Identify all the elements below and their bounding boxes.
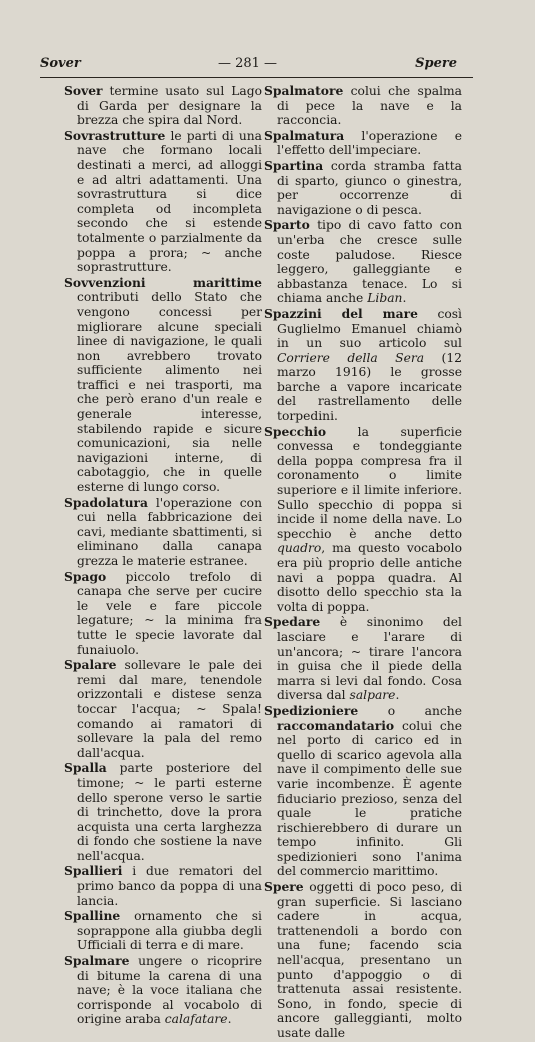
dictionary-entry: [264, 425, 462, 615]
entry-headword: Spere: [264, 879, 304, 895]
dictionary-entry: [64, 276, 262, 495]
entry-headword: Spazzini del mare: [264, 305, 418, 321]
entry-italic-term: salpare: [349, 688, 396, 703]
entry-text: ornamento che si soprappone alla giubba degli Ufficiali di terra e di mare.: [77, 909, 262, 953]
entry-text: termine usato sul Lago di Garda per designare la brezza che spira dal Nord.: [77, 84, 262, 128]
dictionary-entry: [64, 129, 262, 275]
entry-headword: Spedizioniere: [264, 702, 359, 718]
entry-headword: Spallieri: [64, 863, 123, 879]
entry-text-tail: .: [227, 1012, 232, 1027]
entry-text: colui che nel porto di carico ed in quello di scarico agevola alla nave il compimento delle sue varie incombenze. È agente fiduciario prezioso, senza del quale le pratiche rischierebbero di durare un tempo infinito. Gli spedizionieri sono l'anima del commercio marittimo.: [277, 718, 462, 879]
entry-text: tipo di cavo fatto con un'erba che cresce sulle coste paludose. Riesce leggero, galleggiante e abbastanza tenace. Lo si chiama anche: [277, 218, 462, 306]
dictionary-entry: [64, 658, 262, 760]
entry-text-tail: (12 marzo 1916) le grosse barche a vapore incaricate del rastrellamento delle torpedini.: [277, 350, 462, 424]
dictionary-entry: [264, 704, 462, 879]
entry-headword: Specchio: [264, 423, 327, 439]
dictionary-entry: [264, 159, 462, 217]
entry-text-tail: , ma questo vocabolo era più proprio delle antiche navi a poppa quadra. Al disotto dello specchio sta la volta di poppa.: [277, 541, 462, 614]
right-column: [264, 84, 462, 1042]
entry-text-tail: .: [395, 688, 400, 703]
entry-text: piccolo trefolo di canapa che serve per cucire le vele e fare piccole legature; ~ la minima fra tutte le specie lavorate dal funaiuolo.: [77, 569, 262, 657]
header-right-word: Spere: [415, 56, 457, 71]
entry-text: sollevare le pale dei remi dal mare, tenendole orizzontali e distese senza toccar l'acqua; ~ Spala! comando ai ramatori di sollevare la pala del remo dall'acqua.: [77, 658, 262, 760]
entry-headword-alt: raccomandatario: [277, 717, 395, 733]
entry-text: i due rematori del primo banco da poppa di una lancia.: [77, 864, 262, 908]
entry-text: corda stramba fatta di sparto, giunco o ginestra, per occorrenze di navigazione o di pesca.: [277, 158, 462, 217]
entry-text: così Guglielmo Emanuel chiamò in un suo articolo sul: [277, 306, 462, 351]
entry-headword: Sovrastrutture: [64, 127, 166, 143]
entry-headword: Spalla: [64, 760, 107, 776]
entry-headword: Spadolatura: [64, 494, 148, 510]
dictionary-entry: [64, 496, 262, 569]
entry-headword: Spartina: [264, 157, 324, 173]
entry-text: oggetti di poco peso, di gran superficie. Si lasciano cadere in acqua, trattenendoli a bordo con una fune; facendo scia nell'acqua, presentano un punto d'appoggio o di trattenuta assai resistente. Sono, in fondo, specie di ancore galleggianti, molto usate dalle: [277, 880, 462, 1040]
entry-headword: Sparto: [264, 217, 310, 233]
entry-headword: Spalline: [64, 908, 121, 924]
dictionary-entry: [264, 129, 462, 158]
entry-italic-term: Corriere della Sera: [277, 350, 425, 365]
dictionary-entry: [64, 761, 262, 863]
entry-text-tail: .: [402, 291, 407, 306]
entry-italic-term: Liban: [367, 291, 403, 306]
entry-italic-term: quadro: [277, 541, 322, 556]
entry-text: l'operazione e l'effetto dell'impeciare.: [277, 128, 462, 158]
dictionary-entry: [64, 864, 262, 908]
entry-text: contributi dello Stato che vengono concessi per migliorare alcune speciali linee di navigazione, le quali non avrebbero trovato sufficiente alimento nei traffici e nei trasporti, ma che però erano d'un reale e generale interesse, stabilendo rapide e sicure comunicazioni, sia nelle navigazioni interne, di cabotaggio, che in quelle esterne di lungo corso.: [77, 290, 262, 495]
entry-text: le parti di una nave che formano locali destinati a merci, ad alloggi e ad altri adattamenti. Una sovrastruttura si dice completa od incompleta secondo che si estende totalmente o parzialmente da poppa a prora; ~ anche soprastrutture.: [77, 128, 262, 275]
entry-headword: Spalmatura: [264, 127, 345, 143]
entry-headword: Spalmatore: [264, 83, 344, 98]
dictionary-entry: [64, 909, 262, 953]
entry-headword: Sovvenzioni marittime: [64, 274, 262, 290]
dictionary-entry: [264, 218, 462, 306]
dictionary-entry: [64, 954, 262, 1027]
running-header: [40, 56, 455, 76]
entry-headword: Spalmare: [64, 953, 130, 969]
entry-headword: Spago: [64, 568, 107, 584]
entry-text: la superficie convessa e tondeggiante della poppa compresa fra il coronamento o limite superiore e il limite inferiore. Sullo specchio di poppa si incide il nome della nave. Lo specchio è anche detto: [277, 424, 462, 541]
entry-text: è sinonimo del lasciare e l'arare di un'ancora; ~ tirare l'ancora in guisa che il piede della marra si levi dal fondo. Cosa diversa dal: [277, 615, 462, 703]
header-rule: [40, 77, 473, 78]
entry-text: ungere o ricoprire di bitume la carena di una nave; è la voce italiana che corrisponde al vocabolo di origine araba: [77, 954, 262, 1027]
entry-headword: Spedare: [264, 614, 321, 630]
dictionary-entry: [264, 84, 462, 128]
entry-text: parte posteriore del timone; ~ le parti esterne dello sperone verso le sartie di trinchetto, dove la prora acquista una certa larghezza di fondo che sostiene la nave nell'acqua.: [77, 761, 262, 863]
left-column: [64, 84, 262, 1028]
dictionary-entry: [64, 84, 262, 128]
entry-headword: Spalare: [64, 657, 117, 673]
entry-italic-term: calafatare: [164, 1012, 228, 1027]
entry-headword: Sover: [64, 83, 103, 98]
header-left-word: Sover: [40, 56, 81, 71]
entry-text: o anche: [358, 703, 462, 718]
entry-text: colui che spalma di pece la nave e la racconcia.: [277, 84, 462, 128]
dictionary-entry: [264, 307, 462, 424]
dictionary-entry: [64, 570, 262, 658]
dictionary-entry: [264, 880, 462, 1041]
page-number: — 281 —: [217, 56, 278, 71]
dictionary-entry: [264, 615, 462, 703]
entry-text: l'operazione con cui nella fabbricazione dei cavi, mediante sbattimenti, si eliminano dalla canapa grezza le materie estranee.: [77, 495, 262, 568]
